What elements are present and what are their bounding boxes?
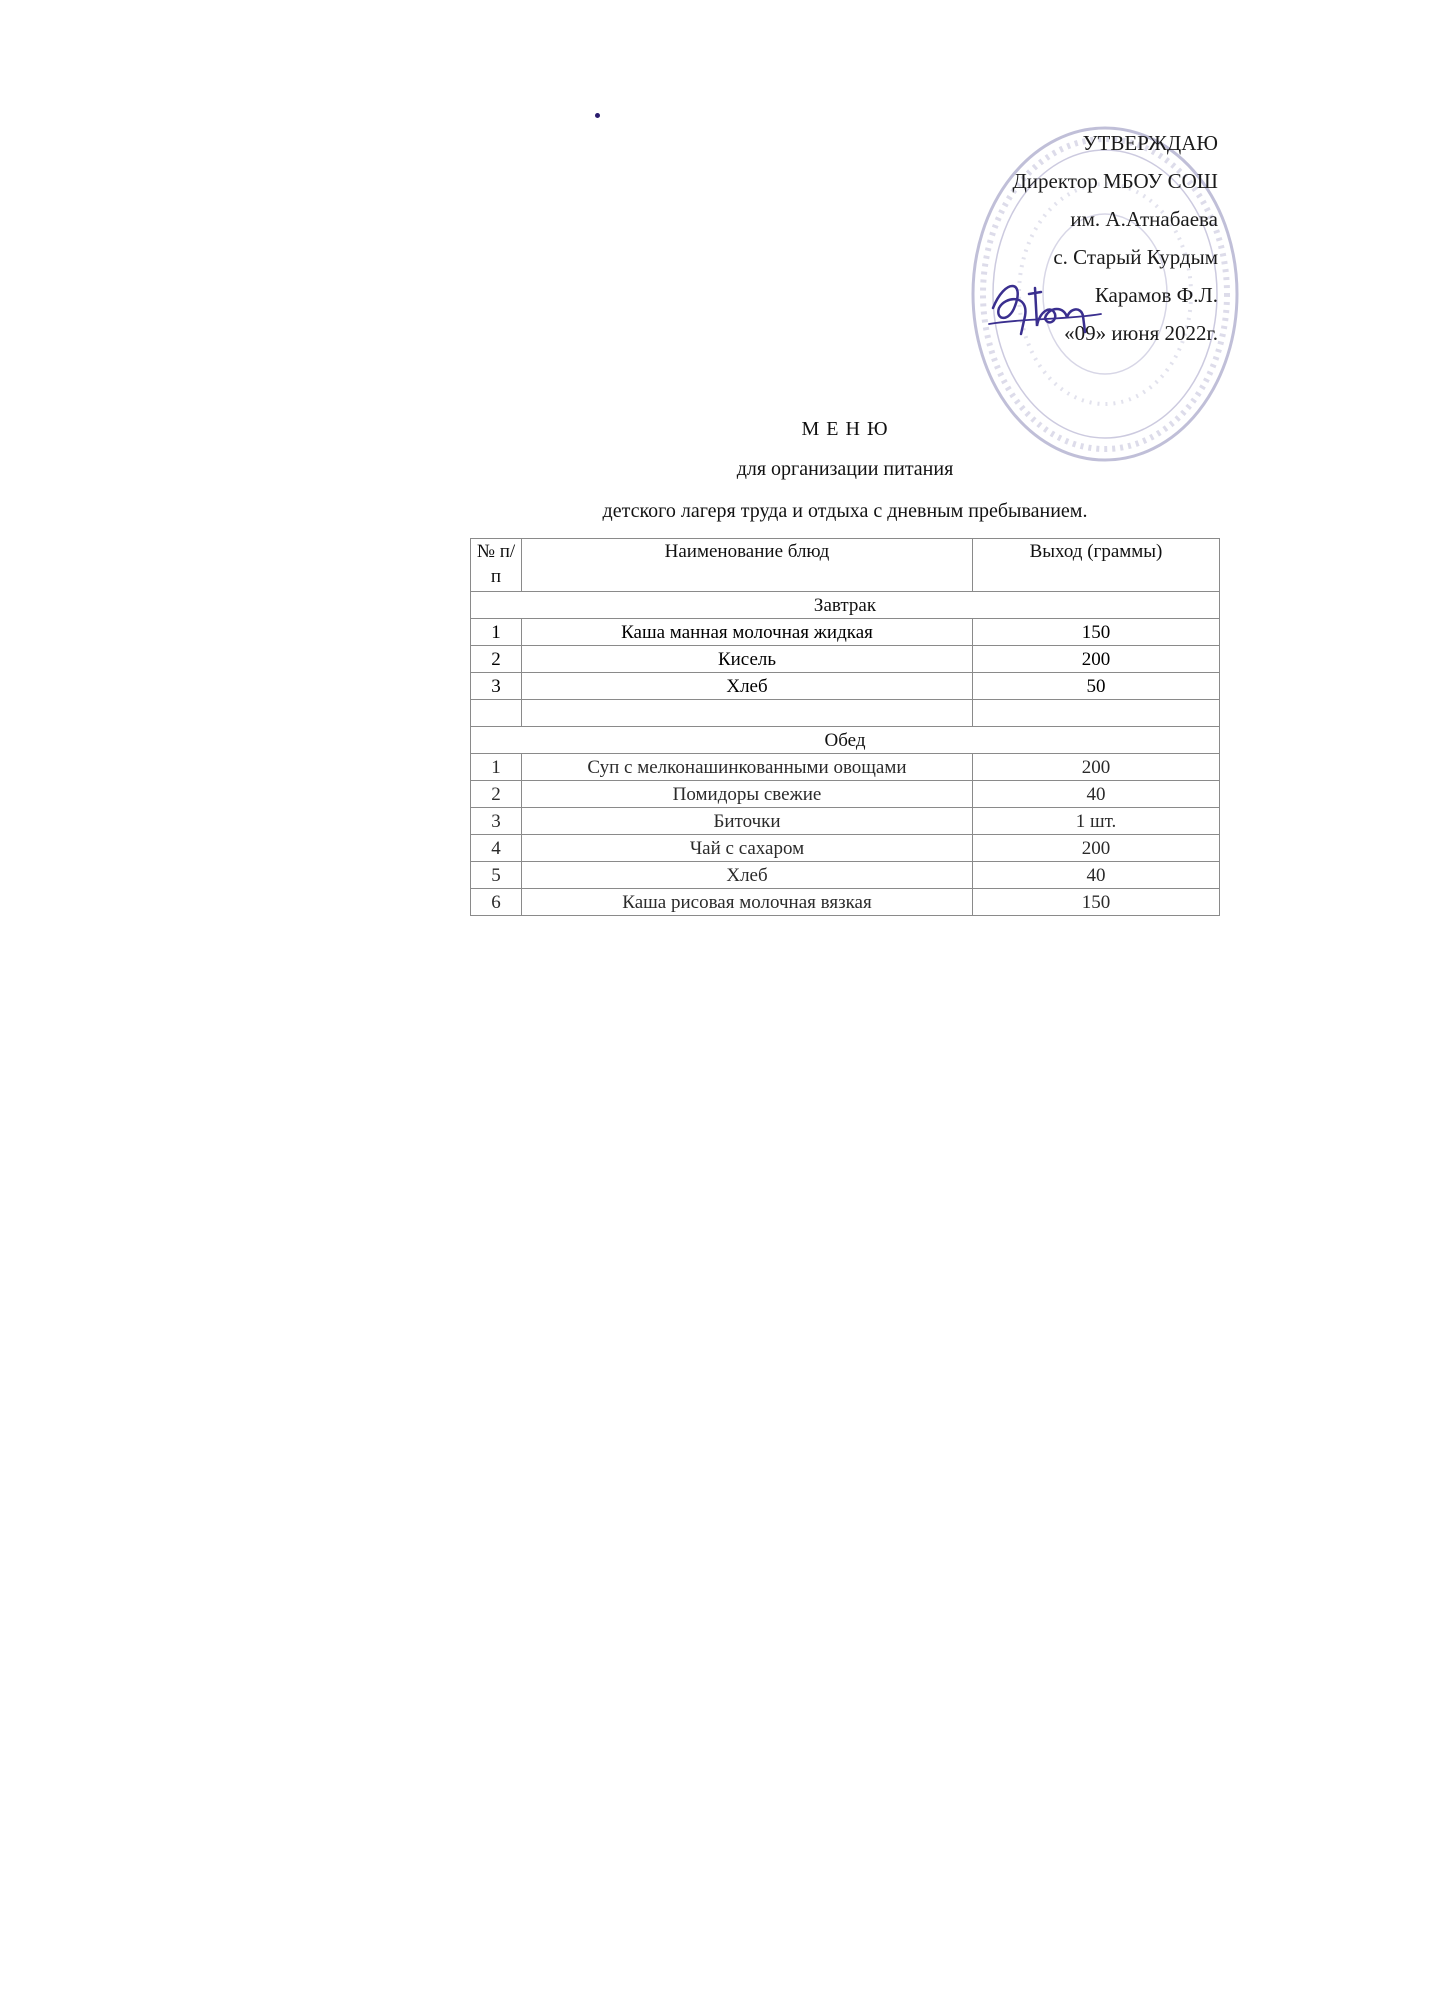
- school-name: им. А.Атнабаева: [1070, 207, 1218, 231]
- row-dish: Чай с сахаром: [522, 835, 973, 862]
- row-output: 200: [973, 646, 1220, 673]
- header-num: № п/п: [471, 539, 522, 592]
- row-num: 3: [471, 673, 522, 700]
- section-row-breakfast: [471, 592, 1220, 619]
- table-row: [471, 754, 1220, 781]
- row-num: 3: [471, 808, 522, 835]
- table-row: [471, 646, 1220, 673]
- row-output: 200: [973, 754, 1220, 781]
- row-dish: Кисель: [522, 646, 973, 673]
- row-dish: Каша рисовая молочная вязкая: [522, 889, 973, 916]
- row-output: 40: [973, 781, 1220, 808]
- table-row: [471, 889, 1220, 916]
- row-num: 4: [471, 835, 522, 862]
- row-output: 200: [973, 835, 1220, 862]
- row-num: 1: [471, 754, 522, 781]
- table-row: [471, 781, 1220, 808]
- row-dish: Каша манная молочная жидкая: [522, 619, 973, 646]
- table-row: [471, 835, 1220, 862]
- director-position: Директор МБОУ СОШ: [1012, 169, 1218, 193]
- approval-date: «09» июня 2022г.: [1064, 321, 1218, 345]
- row-num: 1: [471, 619, 522, 646]
- row-output: 50: [973, 673, 1220, 700]
- row-output: 150: [973, 619, 1220, 646]
- document-title: М Е Н Ю: [801, 418, 889, 440]
- director-name: Карамов Ф.Л.: [1094, 283, 1218, 307]
- menu-table: [470, 538, 1220, 916]
- section-label: Обед: [471, 727, 1220, 754]
- section-row-lunch: [471, 727, 1220, 754]
- ink-speck: [595, 113, 600, 118]
- header-name: Наименование блюд: [522, 539, 973, 592]
- empty-cell: [522, 700, 973, 727]
- row-output: 40: [973, 862, 1220, 889]
- table-row: [471, 862, 1220, 889]
- row-dish: Суп с мелконашинкованными овощами: [522, 754, 973, 781]
- empty-cell: [973, 700, 1220, 727]
- row-num: 6: [471, 889, 522, 916]
- row-num: 2: [471, 781, 522, 808]
- row-output: 150: [973, 889, 1220, 916]
- row-output: 1 шт.: [973, 808, 1220, 835]
- empty-row: [471, 700, 1220, 727]
- section-label: Завтрак: [471, 592, 1220, 619]
- table-header-row: [471, 539, 1220, 592]
- table-row: [471, 808, 1220, 835]
- row-dish: Хлеб: [522, 673, 973, 700]
- header-output: Выход (граммы): [973, 539, 1220, 592]
- document-subtitle-2: детского лагеря труда и отдыха с дневным пребыванием.: [602, 500, 1088, 522]
- approval-heading: УТВЕРЖДАЮ: [1082, 131, 1218, 155]
- row-dish: Хлеб: [522, 862, 973, 889]
- row-dish: Биточки: [522, 808, 973, 835]
- document-subtitle: для организации питания: [736, 458, 954, 480]
- row-num: 2: [471, 646, 522, 673]
- empty-cell: [471, 700, 522, 727]
- village-name: с. Старый Курдым: [1053, 245, 1218, 269]
- table-row: [471, 619, 1220, 646]
- director-signature: [985, 268, 1105, 338]
- row-num: 5: [471, 862, 522, 889]
- table-row: [471, 673, 1220, 700]
- row-dish: Помидоры свежие: [522, 781, 973, 808]
